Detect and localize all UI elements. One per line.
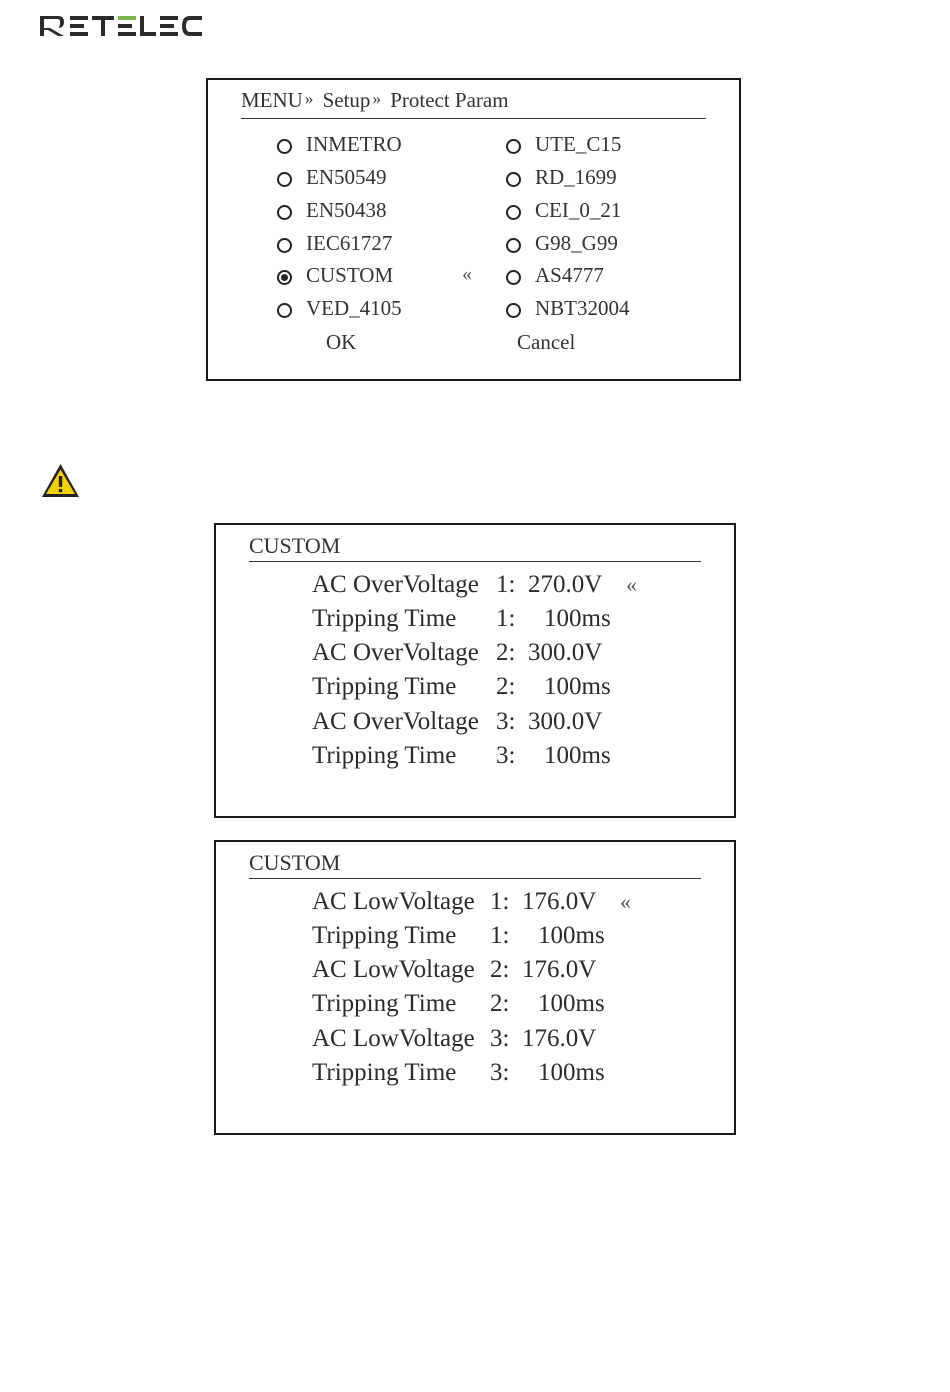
option-label: VED_4105: [306, 296, 402, 320]
breadcrumb-protect-param: Protect Param: [390, 88, 509, 112]
overvoltage-3-row[interactable]: [312, 708, 603, 736]
param-value[interactable]: 100ms: [544, 742, 611, 769]
protect-param-panel: [206, 78, 741, 381]
option-label: INMETRO: [306, 132, 402, 156]
param-index: 2:: [496, 673, 516, 700]
custom-overvoltage-panel: [214, 523, 736, 818]
overvoltage-1-row[interactable]: [312, 571, 637, 599]
param-name: Tripping Time: [312, 673, 457, 700]
radio-unselected-icon[interactable]: [277, 139, 292, 154]
param-name: AC OverVoltage: [312, 571, 479, 598]
param-value[interactable]: 270.0V: [528, 571, 603, 598]
param-name: Tripping Time: [312, 605, 457, 632]
param-value[interactable]: 176.0V: [522, 888, 597, 915]
title-divider: [241, 118, 706, 119]
radio-unselected-icon[interactable]: [506, 238, 521, 253]
breadcrumb-menu[interactable]: MENU: [241, 88, 303, 112]
param-name: AC OverVoltage: [312, 639, 479, 666]
radio-unselected-icon[interactable]: [277, 172, 292, 187]
param-index: 1:: [490, 888, 510, 915]
option-label: IEC61727: [306, 231, 393, 255]
title-divider: [249, 561, 701, 562]
option-label: EN50549: [306, 165, 387, 189]
breadcrumb: [241, 88, 509, 113]
param-value[interactable]: 300.0V: [528, 708, 603, 735]
overvoltage-2-row[interactable]: [312, 639, 603, 667]
title-divider: [249, 878, 701, 879]
param-name: Tripping Time: [312, 990, 457, 1017]
retelec-logo: [36, 8, 206, 44]
warning-triangle-icon: [40, 462, 81, 499]
param-name: Tripping Time: [312, 1059, 457, 1086]
param-index: 3:: [496, 742, 516, 769]
param-name: Tripping Time: [312, 922, 457, 949]
breadcrumb-separator: »: [372, 89, 381, 108]
ok-button[interactable]: OK: [326, 330, 357, 354]
tripping-time-3-row[interactable]: [312, 742, 611, 770]
tripping-time-2-row[interactable]: [312, 990, 605, 1018]
radio-unselected-icon[interactable]: [506, 139, 521, 154]
tripping-time-1-row[interactable]: [312, 605, 611, 633]
option-label: EN50438: [306, 198, 387, 222]
radio-unselected-icon[interactable]: [277, 238, 292, 253]
custom-lowvoltage-panel: [214, 840, 736, 1135]
panel-title: CUSTOM: [249, 533, 341, 558]
option-label: AS4777: [535, 263, 604, 287]
param-index: 3:: [490, 1025, 510, 1052]
option-label: UTE_C15: [535, 132, 622, 156]
cursor-marker-icon: «: [620, 889, 631, 914]
cursor-marker-icon: «: [626, 572, 637, 597]
param-value[interactable]: 176.0V: [522, 956, 597, 983]
param-index: 1:: [496, 605, 516, 632]
param-index: 2:: [496, 639, 516, 666]
param-value[interactable]: 100ms: [544, 673, 611, 700]
option-label: G98_G99: [535, 231, 618, 255]
radio-unselected-icon[interactable]: [277, 205, 292, 220]
param-index: 2:: [490, 990, 510, 1017]
param-name: Tripping Time: [312, 742, 457, 769]
radio-unselected-icon[interactable]: [506, 270, 521, 285]
lowvoltage-1-row[interactable]: [312, 888, 631, 916]
param-name: AC OverVoltage: [312, 708, 479, 735]
param-name: AC LowVoltage: [312, 1025, 475, 1052]
radio-unselected-icon[interactable]: [506, 303, 521, 318]
tripping-time-2-row[interactable]: [312, 673, 611, 701]
option-label: CEI_0_21: [535, 198, 622, 222]
param-index: 1:: [496, 571, 516, 598]
param-value[interactable]: 100ms: [538, 1059, 605, 1086]
radio-unselected-icon[interactable]: [506, 205, 521, 220]
radio-selected-icon[interactable]: [277, 270, 292, 285]
cancel-button[interactable]: Cancel: [517, 330, 576, 354]
param-name: AC LowVoltage: [312, 956, 475, 983]
panel-title: CUSTOM: [249, 850, 341, 875]
lowvoltage-3-row[interactable]: [312, 1025, 597, 1053]
breadcrumb-separator: »: [304, 89, 314, 108]
param-value[interactable]: 176.0V: [522, 1025, 597, 1052]
selection-marker-icon: «: [462, 263, 472, 285]
param-value[interactable]: 100ms: [538, 922, 605, 949]
param-index: 3:: [490, 1059, 510, 1086]
option-label: NBT32004: [535, 296, 630, 320]
param-index: 1:: [490, 922, 510, 949]
param-value[interactable]: 300.0V: [528, 639, 603, 666]
tripping-time-3-row[interactable]: [312, 1059, 605, 1087]
svg-text:RETELEC: RETELEC: [36, 8, 41, 9]
radio-unselected-icon[interactable]: [506, 172, 521, 187]
radio-unselected-icon[interactable]: [277, 303, 292, 318]
param-value[interactable]: 100ms: [538, 990, 605, 1017]
param-index: 3:: [496, 708, 516, 735]
param-name: AC LowVoltage: [312, 888, 475, 915]
option-label: CUSTOM: [306, 263, 394, 287]
param-index: 2:: [490, 956, 510, 983]
tripping-time-1-row[interactable]: [312, 922, 605, 950]
param-value[interactable]: 100ms: [544, 605, 611, 632]
option-label: RD_1699: [535, 165, 617, 189]
lowvoltage-2-row[interactable]: [312, 956, 597, 984]
breadcrumb-setup[interactable]: Setup: [322, 88, 371, 112]
